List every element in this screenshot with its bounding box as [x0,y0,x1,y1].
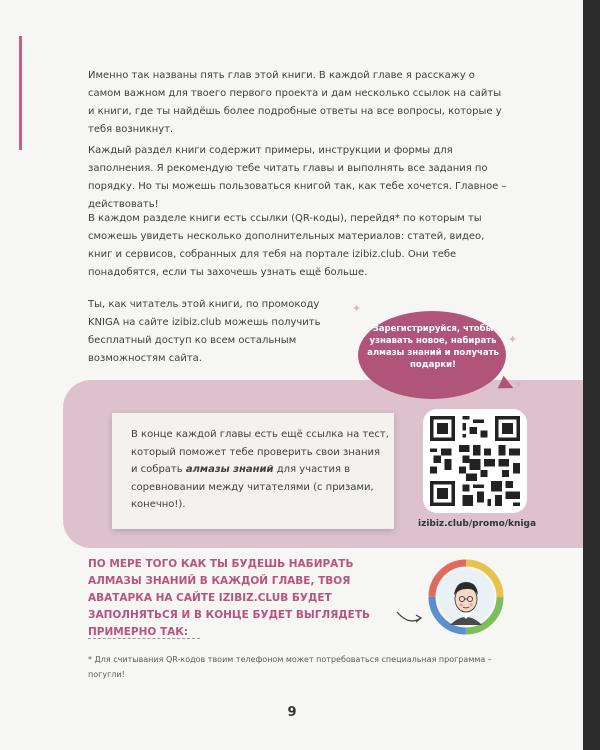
avatar [428,559,504,635]
page-number: 9 [287,705,297,720]
knowledge-diamonds-emphasis: алмазы знаний [185,464,274,475]
arrow-right-icon [395,608,425,628]
book-spine [583,0,600,750]
sparkle-icon: ✦ [514,378,524,391]
footnote: * Для считывания QR-кодов твоим телефоном может потребоваться специальная программа – погугли! [88,655,492,679]
promo-paragraph: Ты, как читатель этой книги, по промокоду KNIGA на сайте izibiz.club можешь получить бесплатный доступ ко всем остальным возможностям сайта. [88,299,321,364]
test-note-text-end: для участия в соревновании между читателями (с призами, конечно!). [131,464,374,510]
sparkle-icon: ✦ [352,302,362,315]
intro-paragraph-2: Каждый раздел книги содержит примеры, инструкции и формы для заполнения. Я рекомендую тебе читать главы и выполнять все задания по порядку. Но ты можешь пользоваться книгой так, как тебе хочется. Главное – действовать! [88,145,507,210]
qr-code-icon[interactable] [430,416,520,506]
intro-paragraph-3: В каждом разделе книги есть ссылки (QR-коды), перейдя* по которым ты сможешь увидеть несколько дополнительных материалов: статей, видео, книг и сервисов, собранных для тебя на портале izibiz.club. Они тебе понадобятся, если ты захочешь узнать ещё больше. [88,213,485,278]
test-note-text-start: В конце каждой главы есть ещё ссылка на тест, который поможет тебе проверить свои знания и собрать [131,429,389,475]
qr-link-url[interactable]: izibiz.club/promo/kniga [418,519,537,529]
sparkle-icon: ✦ [508,333,518,346]
footnote-divider [88,638,200,639]
register-bubble-text: Зарегистрируйся, чтобы узнавать новое, набирать алмазы знаний и получать подарки! [367,324,499,370]
avatar-progress-heading: ПО МЕРЕ ТОГО КАК ТЫ БУДЕШЬ НАБИРАТЬ АЛМАЗЫ ЗНАНИЙ В КАЖДОЙ ГЛАВЕ, ТВОЯ АВАТАРКА НА САЙТЕ IZIBIZ.CLUB БУДЕТ ЗАПОЛНЯТЬСЯ И В КОНЦЕ БУДЕТ ВЫГЛЯДЕТЬ ПРИМЕРНО ТАК: [88,558,370,638]
intro-paragraph-1: Именно так названы пять глав этой книги. В каждой главе я расскажу о самом важном для твоего первого проекта и дам несколько ссылок на сайты и книги, где ты найдёшь более подробные ответы на все вопросы, которые у тебя возникнут. [88,70,502,135]
test-note-text [131,426,389,514]
chapter-tab-marker [19,36,22,150]
